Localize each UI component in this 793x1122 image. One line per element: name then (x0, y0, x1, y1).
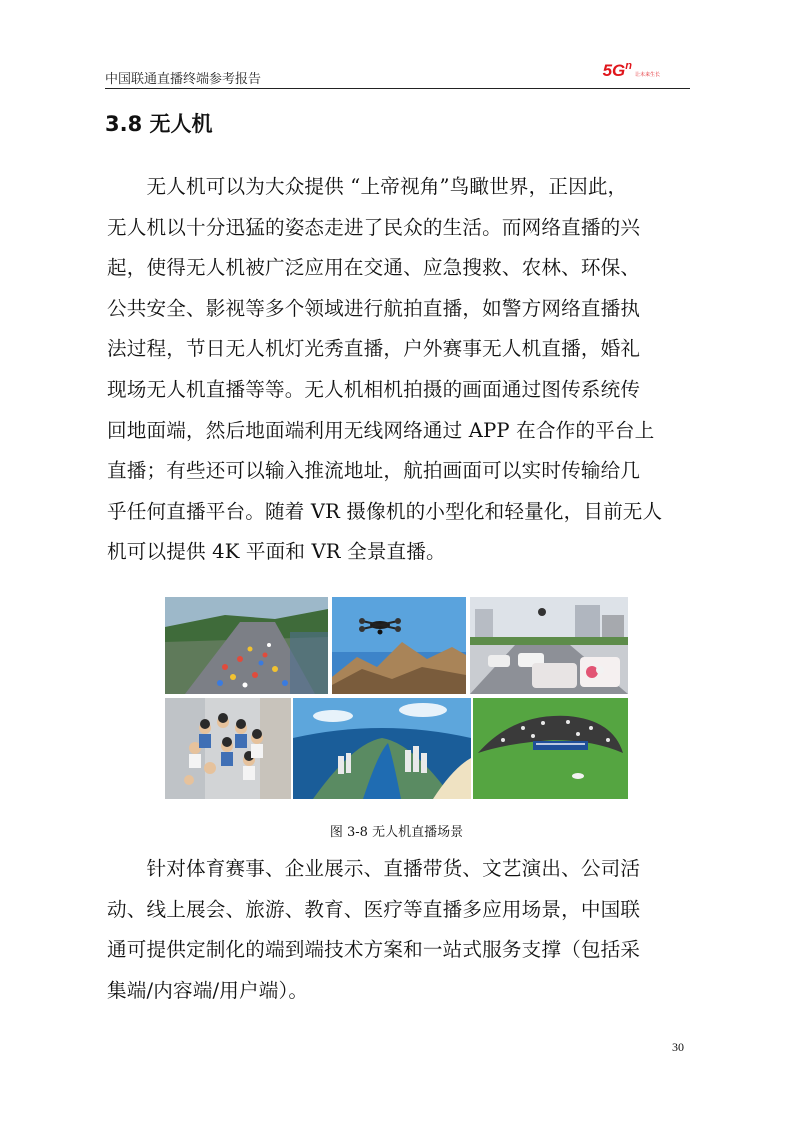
5gn-logo (603, 60, 660, 82)
section-heading: 3.8 无人机 (105, 112, 213, 136)
paragraph-line: 现场无人机直播等等。无人机相机拍摄的画面通过图传系统传 (107, 377, 641, 401)
paragraph-line: 法过程，节日无人机灯光秀直播，户外赛事无人机直播，婚礼 (107, 337, 641, 361)
drone-scenes-figure (165, 597, 628, 799)
paragraph-line: 公共安全、影视等多个领域进行航拍直播，如警方网络直播执 (107, 296, 641, 320)
logo-n-superscript: n (625, 60, 632, 72)
paragraph-line: 直播；有些还可以输入推流地址，航拍画面可以实时传输给几 (107, 459, 641, 483)
paragraph-line: 集端/内容端/用户端）。 (107, 978, 309, 1002)
body-paragraph-intro (107, 167, 687, 573)
logo-5g-text: 5G (602, 61, 626, 80)
wedding-car-convoy-photo (470, 597, 628, 694)
paragraph-line: 起，使得无人机被广泛应用在交通、应急搜救、农林、环保、 (107, 256, 641, 280)
paragraph-line: 无人机以十分迅猛的姿态走进了民众的生活。而网络直播的兴 (107, 215, 641, 239)
page-header (105, 56, 690, 89)
coastal-city-panorama-photo (293, 698, 471, 799)
body-paragraph-services (107, 849, 687, 1011)
report-title: 中国联通直播终端参考报告 (105, 72, 262, 87)
paragraph-line: 针对体育赛事、企业展示、直播带货、文艺演出、公司活 (107, 857, 641, 880)
paragraph-line: 通可提供定制化的端到端技术方案和一站式服务支撑（包括采 (107, 938, 641, 962)
crowd-on-lawn-photo (473, 698, 628, 799)
paragraph-line: 无人机可以为大众提供 “上帝视角”鸟瞰世界，正因此， (107, 175, 628, 198)
aerial-cycling-race-photo (165, 597, 328, 694)
logo-slogan: 让未来生长 (634, 72, 660, 78)
header-divider (105, 88, 690, 89)
paragraph-line: 机可以提供 4K 平面和 VR 全景直播。 (107, 540, 446, 564)
figure-caption: 图 3-8 无人机直播场景 (329, 825, 464, 840)
paragraph-line: 动、线上展会、旅游、教育、医疗等直播多应用场景，中国联 (107, 897, 641, 921)
paragraph-line: 回地面端，然后地面端利用无线网络通过 APP 在合作的平台上 (107, 418, 655, 442)
page-number: 30 (672, 1040, 684, 1054)
paragraph-line: 乎任何直播平台。随着 VR 摄像机的小型化和轻量化，目前无人 (107, 499, 663, 523)
group-selfie-from-above-photo (165, 698, 291, 799)
drone-over-coast-photo (332, 597, 466, 694)
